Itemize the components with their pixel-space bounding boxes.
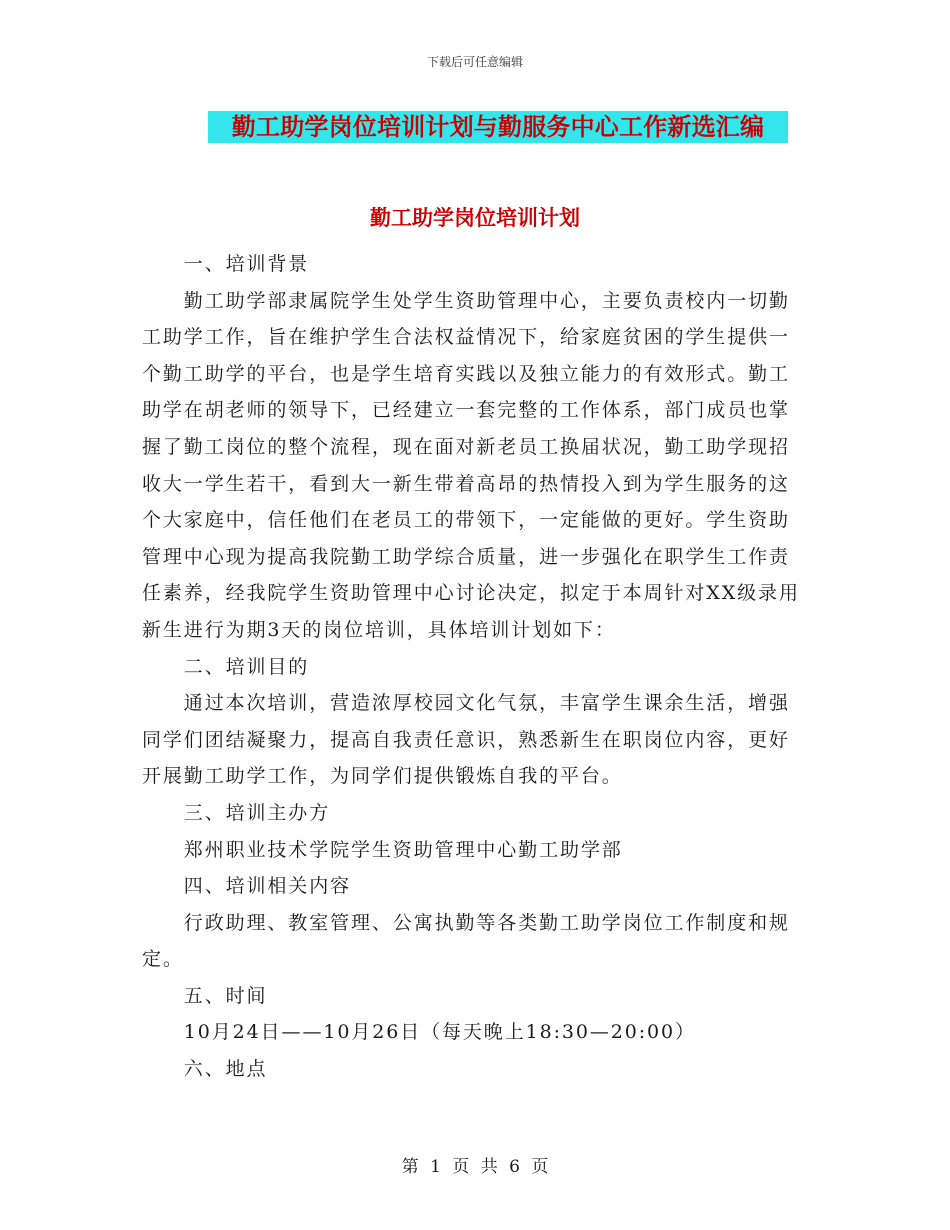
document-body: [142, 246, 802, 1088]
paragraph-time: 10月24日——10月26日（每天晚上18:30—20:00）: [183, 1021, 696, 1044]
heading-organizer: 三、培训主办方: [183, 801, 331, 824]
page-footer: 第 1 页 共 6 页: [401, 1157, 549, 1177]
heading-background: 一、培训背景: [183, 253, 310, 275]
paragraph-purpose: 通过本次培训，营造浓厚校园文化气氛，丰富学生课余生活，增强同学们团结凝聚力，提高自我责任意识，熟悉新生在职岗位内容，更好开展勤工助学工作，为同学们提供锻炼自我的平台。: [142, 692, 790, 788]
paragraph-organizer: 郑州职业技术学院学生资助管理中心勤工助学部: [183, 838, 623, 861]
heading-purpose: 二、培训目的: [183, 655, 310, 678]
heading-time: 五、时间: [183, 984, 268, 1007]
paragraph-content: 行政助理、教室管理、公寓执勤等各类勤工助学岗位工作制度和规定。: [142, 911, 790, 971]
heading-content: 四、培训相关内容: [183, 875, 351, 898]
heading-location: 六、地点: [183, 1058, 268, 1081]
header-note: 下载后可任意编辑: [426, 55, 523, 69]
section-title: 勤工助学岗位培训计划: [370, 205, 580, 230]
document-title: 勤工助学岗位培训计划与勤服务中心工作新选汇编: [208, 111, 788, 143]
paragraph-background: 勤工助学部隶属院学生处学生资助管理中心，主要负责校内一切勤工助学工作，旨在维护学生合法权益情况下，给家庭贫困的学生提供一个勤工助学的平台，也是学生培育实践以及独立能力的有效形式。勤工助学在胡老师的领导下，已经建立一套完整的工作体系，部门成员也掌握了勤工岗位的整个流程，现在面对新老员工换届状况，勤工助学现招收大一学生若干，看到大一新生带着高昂的热情投入到为学生服务的这个大家庭中，信任他们在老员工的带领下，一定能做的更好。学生资助管理中心现为提高我院勤工助学综合质量，进一步强化在职学生工作责任素养，经我院学生资助管理中心讨论决定，拟定于本周针对XX级录用新生进行为期3天的岗位培训，具体培训计划如下：: [142, 289, 800, 641]
